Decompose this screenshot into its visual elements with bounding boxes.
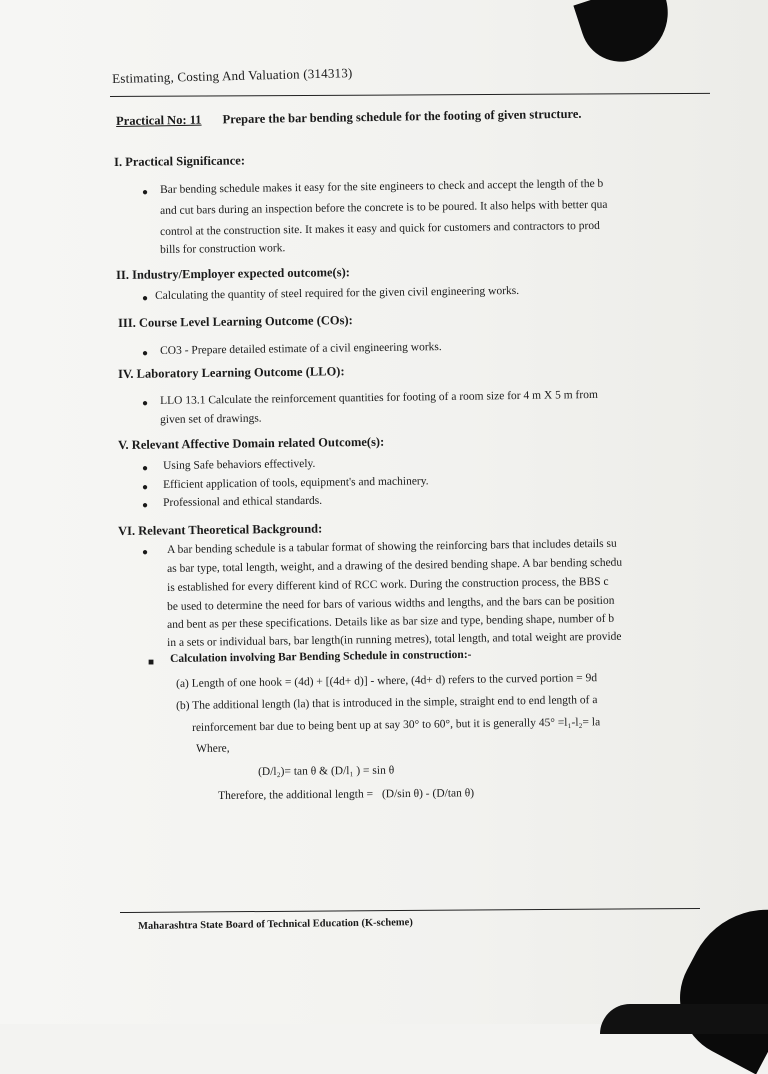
where-label: Where,: [196, 742, 230, 755]
calc-heading: Calculation involving Bar Bending Schedule in construction:-: [170, 648, 472, 665]
body-line: be used to determine the need for bars of various widths and lengths, and the bars can be position: [167, 594, 615, 613]
body-line: CO3 - Prepare detailed estimate of a civil engineering works.: [160, 341, 442, 357]
body-line: Calculating the quantity of steel required for the given civil engineering works.: [155, 284, 520, 302]
scan-shadow-bottom-edge: [600, 1004, 768, 1034]
section-heading: V. Relevant Affective Domain related Outcome(s):: [118, 434, 385, 452]
page-footer: Maharashtra State Board of Technical Education (K-scheme): [138, 917, 413, 932]
body-line: bills for construction work.: [160, 242, 286, 256]
body-line: A bar bending schedule is a tabular format of showing the reinforcing bars that includes details su: [167, 537, 617, 556]
bullet-icon: ●: [142, 482, 149, 493]
header-rule: [110, 93, 710, 97]
calc-item-b: (b) The additional length (la) that is introduced in the simple, straight end to end length of a: [176, 694, 598, 712]
bullet-icon: ●: [142, 500, 149, 511]
formula-trig: (D/l₂)= tan θ & (D/l₁ ) = sin θ: [258, 764, 395, 778]
section-heading: II. Industry/Employer expected outcome(s):: [116, 265, 350, 282]
bullet-icon: ●: [142, 348, 149, 359]
body-line: Professional and ethical standards.: [163, 494, 323, 509]
section-heading: IV. Laboratory Learning Outcome (LLO):: [118, 364, 345, 381]
page-header: Estimating, Costing And Valuation (314313): [112, 65, 353, 86]
bullet-icon: ■: [148, 657, 155, 668]
body-line: Using Safe behaviors effectively.: [163, 457, 316, 472]
calc-item-b-cont: reinforcement bar due to being bent up at say 30° to 60°, but it is generally 45° =l₁-l₂= la: [192, 716, 601, 734]
scan-shadow-bottom: [659, 882, 768, 1074]
practical-text: Prepare the bar bending schedule for the footing of given structure.: [222, 106, 582, 127]
body-line: control at the construction site. It makes it easy and quick for customers and contractors to prod: [160, 219, 600, 238]
body-line: is established for every different kind of RCC work. During the construction process, the BBS c: [167, 575, 609, 594]
bullet-icon: ●: [142, 547, 149, 558]
bullet-icon: ●: [142, 398, 149, 409]
scan-shadow-top: [573, 0, 680, 72]
body-line: and cut bars during an inspection before the concrete is to be poured. It also helps with better qua: [160, 198, 608, 217]
footer-rule: [120, 908, 700, 913]
formula-value: (D/sin θ) - (D/tan θ): [381, 787, 475, 801]
body-line: LLO 13.1 Calculate the reinforcement quantities for footing of a room size for 4 m X 5 m from: [160, 388, 598, 407]
bullet-icon: ●: [142, 187, 149, 198]
section-heading: VI. Relevant Theoretical Background:: [118, 521, 323, 538]
bullet-icon: ●: [142, 463, 149, 474]
body-line: as bar type, total length, weight, and a drawing of the desired bending shape. A bar bending schedu: [167, 556, 623, 575]
body-line: and bent as per these specifications. Details like as bar size and type, bending shape, number of b: [167, 612, 615, 631]
body-line: Bar bending schedule makes it easy for the site engineers to check and accept the length of the b: [160, 177, 604, 196]
practical-title: [116, 107, 582, 129]
section-heading: I. Practical Significance:: [114, 153, 246, 169]
body-line: given set of drawings.: [160, 412, 262, 426]
formula-label: Therefore, the additional length =: [218, 788, 374, 802]
practical-number: Practical No: 11: [116, 112, 202, 128]
formula-additional-length: [218, 787, 474, 802]
body-line: Efficient application of tools, equipment's and machinery.: [163, 475, 429, 491]
body-line: in a sets or individual bars, bar length(in running metres), total length, and total weight are provide: [167, 630, 622, 649]
section-heading: III. Course Level Learning Outcome (COs):: [118, 313, 353, 330]
calc-item-a: (a) Length of one hook = (4d) + [(4d+ d)] - where, (4d+ d) refers to the curved portion = 9d: [176, 672, 598, 690]
bullet-icon: ●: [142, 293, 149, 304]
